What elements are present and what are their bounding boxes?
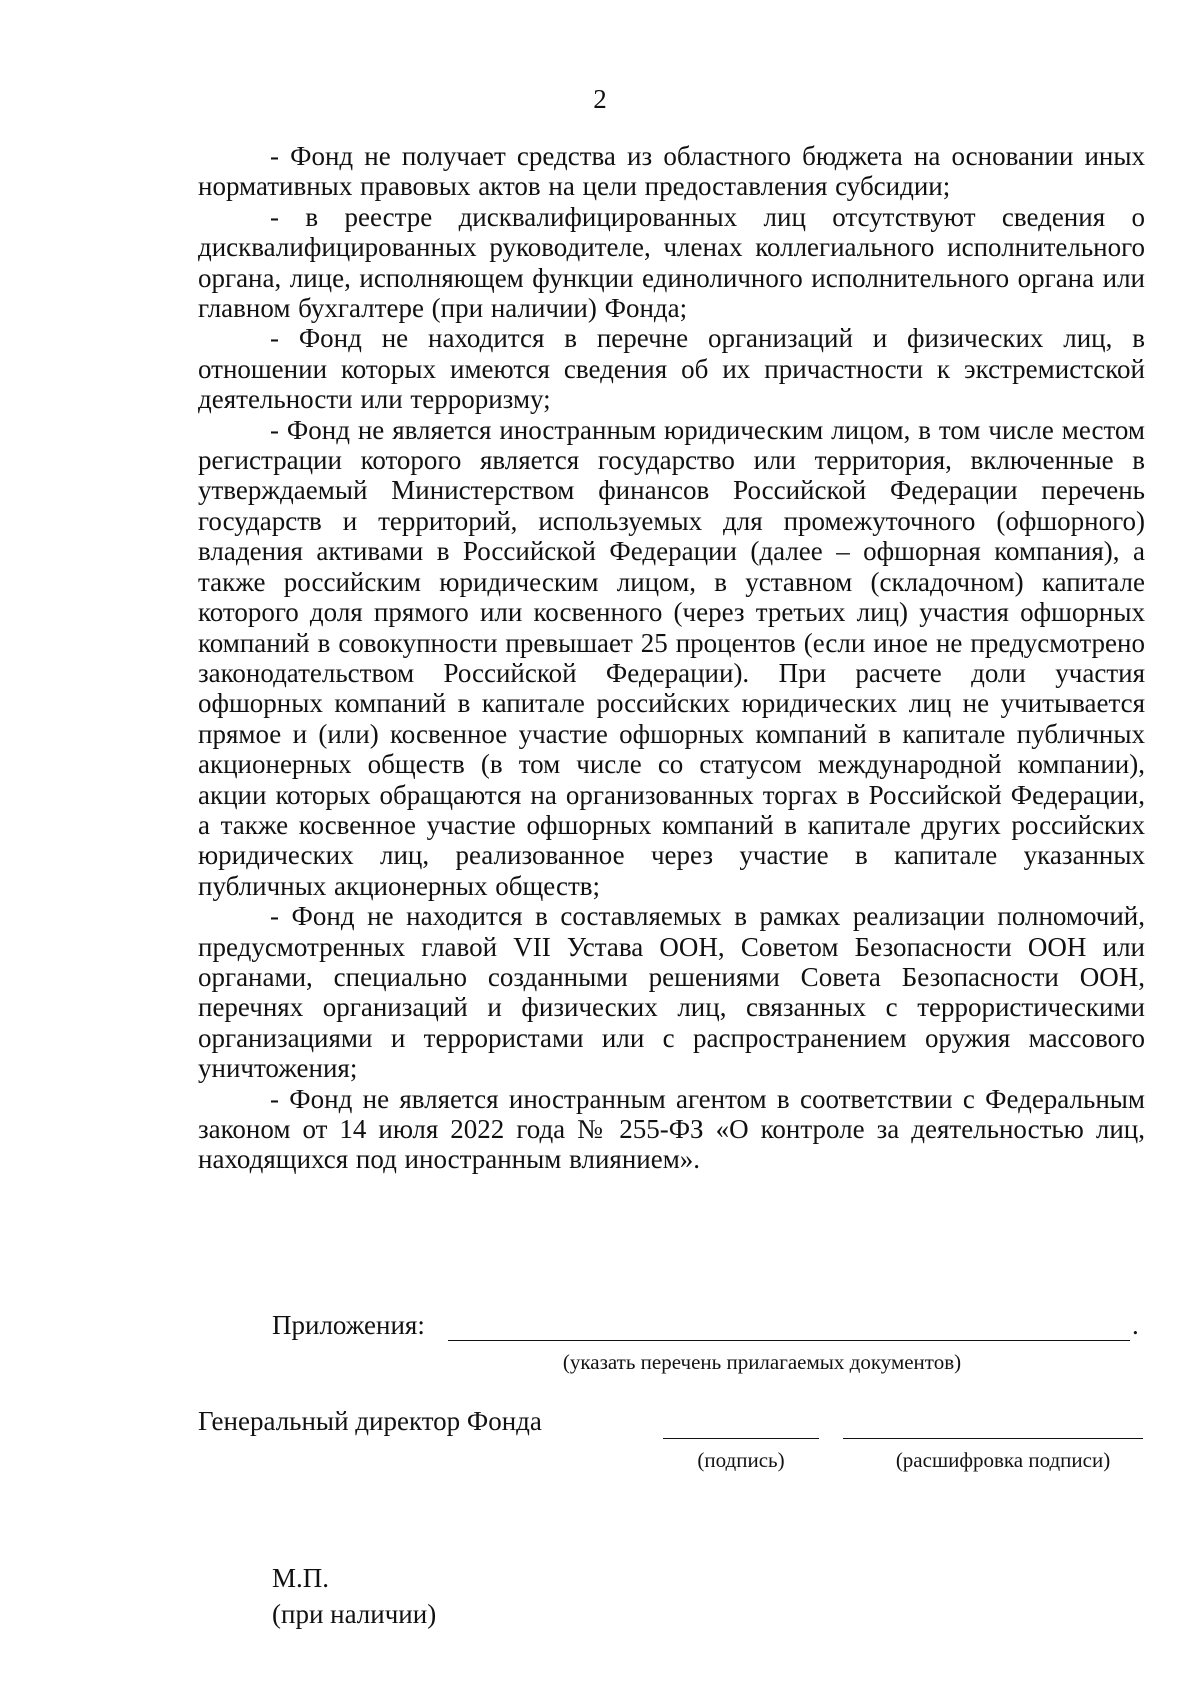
appendix-fill-line (448, 1340, 1130, 1341)
appendix-block (272, 1310, 1145, 1380)
stamp-note: (при наличии) (272, 1599, 437, 1629)
paragraph-6: - Фонд не является иностранным агентом в соответствии с Федеральным законом от 14 июля 2022 года № 255-ФЗ «О контроле за деятельностью лиц, находящихся под иностранным влиянием». (198, 1083, 1145, 1175)
signer-role: Генеральный директор Фонда (198, 1406, 542, 1436)
paragraph-2: - в реестре дисквалифицированных лиц отсутствуют сведения о дисквалифицированных руководителе, членах коллегиального исполнительного органа, лице, исполняющем функции единоличного исполнительного органа или главном бухгалтере (при наличии) Фонда; (198, 201, 1145, 324)
page-number: 2 (593, 84, 607, 114)
paragraph-1: - Фонд не получает средства из областного бюджета на основании иных нормативных правовых актов на цели предоставления субсидии; (198, 141, 1145, 202)
stamp-label: М.П. (272, 1563, 330, 1593)
stamp-block (272, 1560, 436, 1632)
body-text (198, 141, 1145, 1175)
signature-block (198, 1406, 1145, 1486)
signature-line (663, 1438, 819, 1439)
appendix-end-mark: . (1132, 1310, 1139, 1340)
paragraph-5: - Фонд не находится в составляемых в рамках реализации полномочий, предусмотренных главой VII Устава ООН, Советом Безопасности ООН или органами, специально созданными решениями Совета Безопасности ООН, перечнях организаций и физических лиц, связанных с террористическими организациями и террористами или с распространением оружия массового уничтожения; (198, 901, 1145, 1084)
appendix-label: Приложения: (272, 1310, 425, 1340)
paragraph-3: - Фонд не находится в перечне организаций и физических лиц, в отношении которых имеются сведения об их причастности к экстремистской деятельности или терроризму; (198, 323, 1145, 415)
paragraph-4: - Фонд не является иностранным юридическим лицом, в том числе местом регистрации которого является государство или территория, включенные в утверждаемый Министерством финансов Российской Федерации перечень государств и территорий, используемых для промежуточного (офшорного) владения активами в Российской Федерации (далее – офшорная компания), а также российским юридическим лицом, в уставном (складочном) капитале которого доля прямого или косвенного (через третьих лиц) участия офшорных компаний в совокупности превышает 25 процентов (если иное не предусмотрено законодательством Российской Федерации). При расчете доли участия офшорных компаний в капитале российских юридических лиц не учитывается прямое и (или) косвенное участие офшорных компаний в капитале публичных акционерных обществ (в том числе со статусом международной компании), акции которых обращаются на организованных торгах в Российской Федерации, а также косвенное участие офшорных компаний в капитале других российских юридических лиц, реализованное через участие в капитале указанных публичных акционерных обществ; (198, 414, 1145, 901)
appendix-hint: (указать перечень прилагаемых документов) (562, 1350, 962, 1374)
signature-name-line (843, 1438, 1143, 1439)
signature-hint: (подпись) (697, 1448, 785, 1472)
signature-name-hint: (расшифровка подписи) (895, 1448, 1111, 1472)
